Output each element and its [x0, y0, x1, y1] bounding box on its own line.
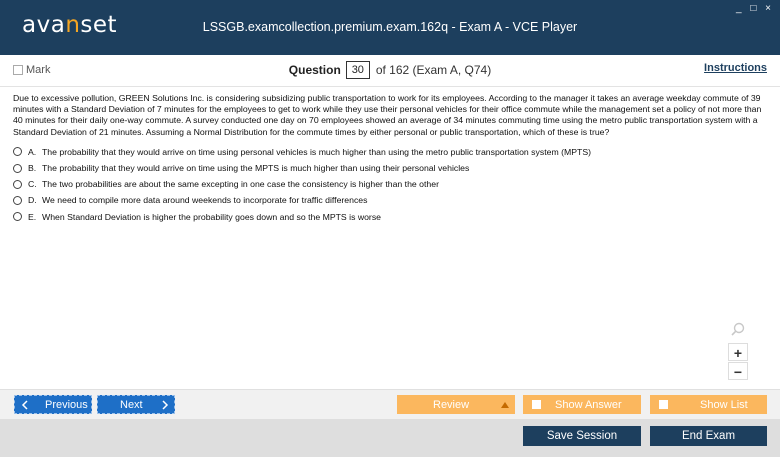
previous-label: Previous — [45, 398, 88, 411]
option-letter: D. — [28, 195, 37, 206]
show-list-label: Show List — [700, 398, 748, 411]
option-letter: B. — [28, 163, 37, 174]
answer-option-b[interactable] — [13, 160, 765, 176]
option-letter: A. — [28, 146, 37, 157]
instructions-link[interactable]: Instructions — [704, 62, 767, 74]
option-letter: E. — [28, 211, 37, 222]
previous-button[interactable] — [14, 395, 92, 414]
magnifier-icon — [730, 322, 746, 338]
checkbox-icon[interactable] — [532, 400, 541, 409]
review-label: Review — [433, 398, 470, 411]
end-exam-button[interactable]: End Exam — [650, 426, 767, 446]
mark-label: Mark — [26, 64, 51, 76]
option-text: We need to compile more data around weekends to incorporate for traffic differences — [42, 195, 368, 206]
logo-part-accent: n — [65, 12, 81, 38]
option-text: The probability that they would arrive on time using the MPTS is much higher than using their personal vehicles — [42, 163, 470, 174]
review-button[interactable] — [397, 395, 515, 414]
radio-button[interactable] — [13, 180, 22, 189]
radio-button[interactable] — [13, 212, 22, 221]
option-letter: C. — [28, 179, 37, 190]
title-bar — [0, 0, 780, 55]
answer-option-d[interactable] — [13, 192, 765, 208]
logo-part-1: ava — [22, 12, 66, 38]
radio-button[interactable] — [13, 196, 22, 205]
question-label: Question — [288, 63, 341, 77]
zoom-out-button[interactable]: − — [728, 362, 748, 380]
radio-button[interactable] — [13, 147, 22, 156]
chevron-right-icon — [161, 400, 169, 410]
answer-option-c[interactable] — [13, 176, 765, 192]
triangle-up-icon — [501, 402, 509, 408]
question-counter — [0, 61, 780, 79]
question-total: of 162 (Exam A, Q74) — [375, 63, 492, 77]
option-text: The probability that they would arrive on time using personal vehicles is much higher than using the metro public transportation system (MPTS) — [42, 146, 592, 157]
answer-option-e[interactable] — [13, 209, 765, 225]
zoom-in-button[interactable]: + — [728, 343, 748, 361]
question-body — [13, 93, 765, 225]
show-answer-label: Show Answer — [555, 398, 622, 411]
question-header — [0, 55, 780, 87]
window-controls[interactable]: _ □ × — [736, 3, 774, 14]
option-text: The two probabilities are about the same excepting in one case the consistency is higher than the other — [42, 179, 439, 190]
question-number-input[interactable]: 30 — [346, 61, 370, 79]
save-session-button[interactable]: Save Session — [523, 426, 641, 446]
radio-button[interactable] — [13, 164, 22, 173]
show-list-button[interactable] — [650, 395, 767, 414]
option-text: When Standard Deviation is higher the probability goes down and so the MPTS is worse — [42, 211, 381, 222]
checkbox-icon[interactable] — [659, 400, 668, 409]
show-answer-button[interactable] — [523, 395, 641, 414]
question-text: Due to excessive pollution, GREEN Solutions Inc. is considering subsidizing public transportation to work for its employees. According to the manager it takes an average weekday commute of 39 minutes with a Standard Deviation of 7 minutes for the employees to get to work while they use their personal vehicles for their office commute while the management set a policy of not more than 40 minutes for their daily one-way commute. A survey conducted one day on 70 employees showed an average of 34 minutes commuting time using the metro public transportation system with a Standard Deviation of 21 minutes. Assuming a Normal Distribution for the commute times by either personal or public transportation, which of these is true? — [13, 93, 762, 137]
next-button[interactable] — [97, 395, 175, 414]
navigation-bar — [0, 389, 780, 419]
chevron-left-icon — [21, 400, 29, 410]
window-title: LSSGB.examcollection.premium.exam.162q - Exam A - VCE Player — [202, 20, 578, 34]
next-label: Next — [120, 398, 143, 411]
logo-part-2: set — [80, 12, 118, 38]
footer-bar — [0, 419, 780, 457]
answer-option-a[interactable] — [13, 144, 765, 160]
